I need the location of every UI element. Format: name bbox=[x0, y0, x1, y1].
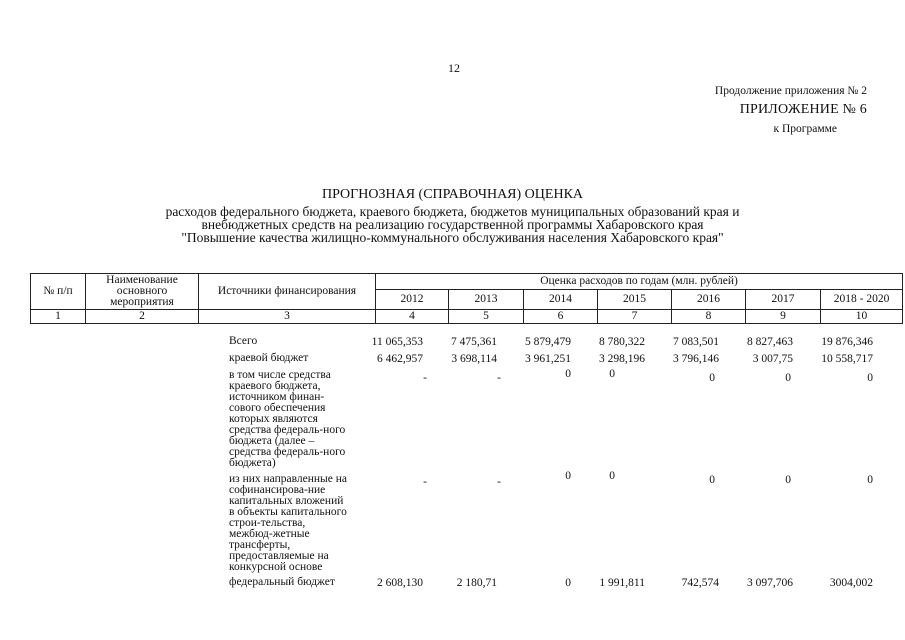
cell-value: 8 780,322 bbox=[599, 336, 645, 348]
header-no: № п/п bbox=[31, 274, 86, 310]
continuation-note: Продолжение приложения № 2 bbox=[714, 85, 867, 97]
cell-value: 3 298,196 bbox=[599, 353, 645, 365]
row-label: краевой бюджет bbox=[229, 352, 309, 364]
cell-value: - bbox=[497, 476, 501, 488]
cell-value: 3 796,146 bbox=[673, 353, 719, 365]
subtitle-line: внебюджетных средств на реализацию государственной программы Хабаровского края bbox=[201, 217, 704, 232]
appendix-subtitle: к Программе bbox=[773, 123, 837, 135]
document-title: ПРОГНОЗНАЯ (СПРАВОЧНАЯ) ОЦЕНКА bbox=[321, 187, 584, 202]
row-label: Всего bbox=[229, 335, 258, 347]
header-year: 2015 bbox=[598, 290, 672, 310]
cell-value: 0 bbox=[785, 372, 791, 384]
cell-value: 7 083,501 bbox=[673, 336, 719, 348]
subtitle-line: расходов федерального бюджета, краевого бюджета, бюджетов муниципальных образований края и bbox=[165, 204, 740, 219]
cell-value: 2 180,71 bbox=[456, 577, 497, 589]
cell-value: - bbox=[497, 372, 501, 384]
cell-value: 8 827,463 bbox=[747, 336, 793, 348]
document-subtitle bbox=[0, 205, 905, 244]
header-activity: Наименование основного мероприятия bbox=[86, 274, 199, 310]
cell-value: 3 698,114 bbox=[451, 353, 497, 365]
column-number: 6 bbox=[524, 310, 598, 324]
cell-value: 2 608,130 bbox=[377, 577, 423, 589]
cell-value: 3 961,251 bbox=[525, 353, 571, 365]
header-year: 2013 bbox=[449, 290, 524, 310]
cell-value: 0 bbox=[785, 474, 791, 486]
column-number: 10 bbox=[821, 310, 903, 324]
column-number: 5 bbox=[449, 310, 524, 324]
cell-value: 0 bbox=[565, 368, 571, 380]
cell-value: 0 bbox=[709, 372, 715, 384]
row-label: в том числе средства краевого бюджета, источником финан-сового обеспечения которых являются средства федераль-ного бюджета (далее – средства федераль-ного бюджета) bbox=[229, 369, 346, 469]
column-number: 2 bbox=[86, 310, 199, 324]
subtitle-line: "Повышение качества жилищно-коммунального обслуживания населения Хабаровского края" bbox=[181, 230, 724, 245]
cell-value: 0 bbox=[565, 577, 571, 589]
cell-value: 0 bbox=[609, 470, 615, 482]
cell-value: 19 876,346 bbox=[821, 336, 873, 348]
cell-value: - bbox=[423, 476, 427, 488]
cell-value: 0 bbox=[867, 474, 873, 486]
row-label: из них направленные на софинансирова-ние капитальных вложений в объекты капитального строи-тельства, межбюд-жетные трансферты, предоставляемые на конкурсной основе bbox=[229, 473, 348, 573]
cell-value: 742,574 bbox=[681, 577, 719, 589]
header-year: 2012 bbox=[376, 290, 449, 310]
cell-value: 6 462,957 bbox=[377, 353, 423, 365]
cell-value: 0 bbox=[609, 368, 615, 380]
cell-value: 3 007,75 bbox=[752, 353, 793, 365]
header-year: 2018 - 2020 bbox=[821, 290, 903, 310]
page-number: 12 bbox=[448, 61, 460, 75]
header-estimate-group: Оценка расходов по годам (млн. рублей) bbox=[376, 274, 903, 290]
cell-value: 0 bbox=[565, 470, 571, 482]
header-year: 2017 bbox=[746, 290, 821, 310]
cell-value: 0 bbox=[709, 474, 715, 486]
cell-value: 10 558,717 bbox=[821, 353, 873, 365]
cell-value: 0 bbox=[867, 372, 873, 384]
cell-value: 7 475,361 bbox=[451, 336, 497, 348]
column-number: 7 bbox=[598, 310, 672, 324]
column-number: 9 bbox=[746, 310, 821, 324]
header-source: Источники финансирования bbox=[199, 274, 376, 310]
cell-value: 3 097,706 bbox=[747, 577, 793, 589]
budget-table-header bbox=[30, 273, 903, 324]
cell-value: 5 879,479 bbox=[525, 336, 571, 348]
header-year: 2016 bbox=[672, 290, 746, 310]
column-number: 4 bbox=[376, 310, 449, 324]
column-number: 3 bbox=[199, 310, 376, 324]
header-year: 2014 bbox=[524, 290, 598, 310]
row-label: федеральный бюджет bbox=[229, 576, 335, 588]
cell-value: 3004,002 bbox=[829, 577, 873, 589]
appendix-title: ПРИЛОЖЕНИЕ № 6 bbox=[739, 102, 867, 117]
column-number: 1 bbox=[31, 310, 86, 324]
column-number: 8 bbox=[672, 310, 746, 324]
cell-value: 1 991,811 bbox=[599, 577, 645, 589]
cell-value: 11 065,353 bbox=[371, 336, 423, 348]
cell-value: - bbox=[423, 372, 427, 384]
